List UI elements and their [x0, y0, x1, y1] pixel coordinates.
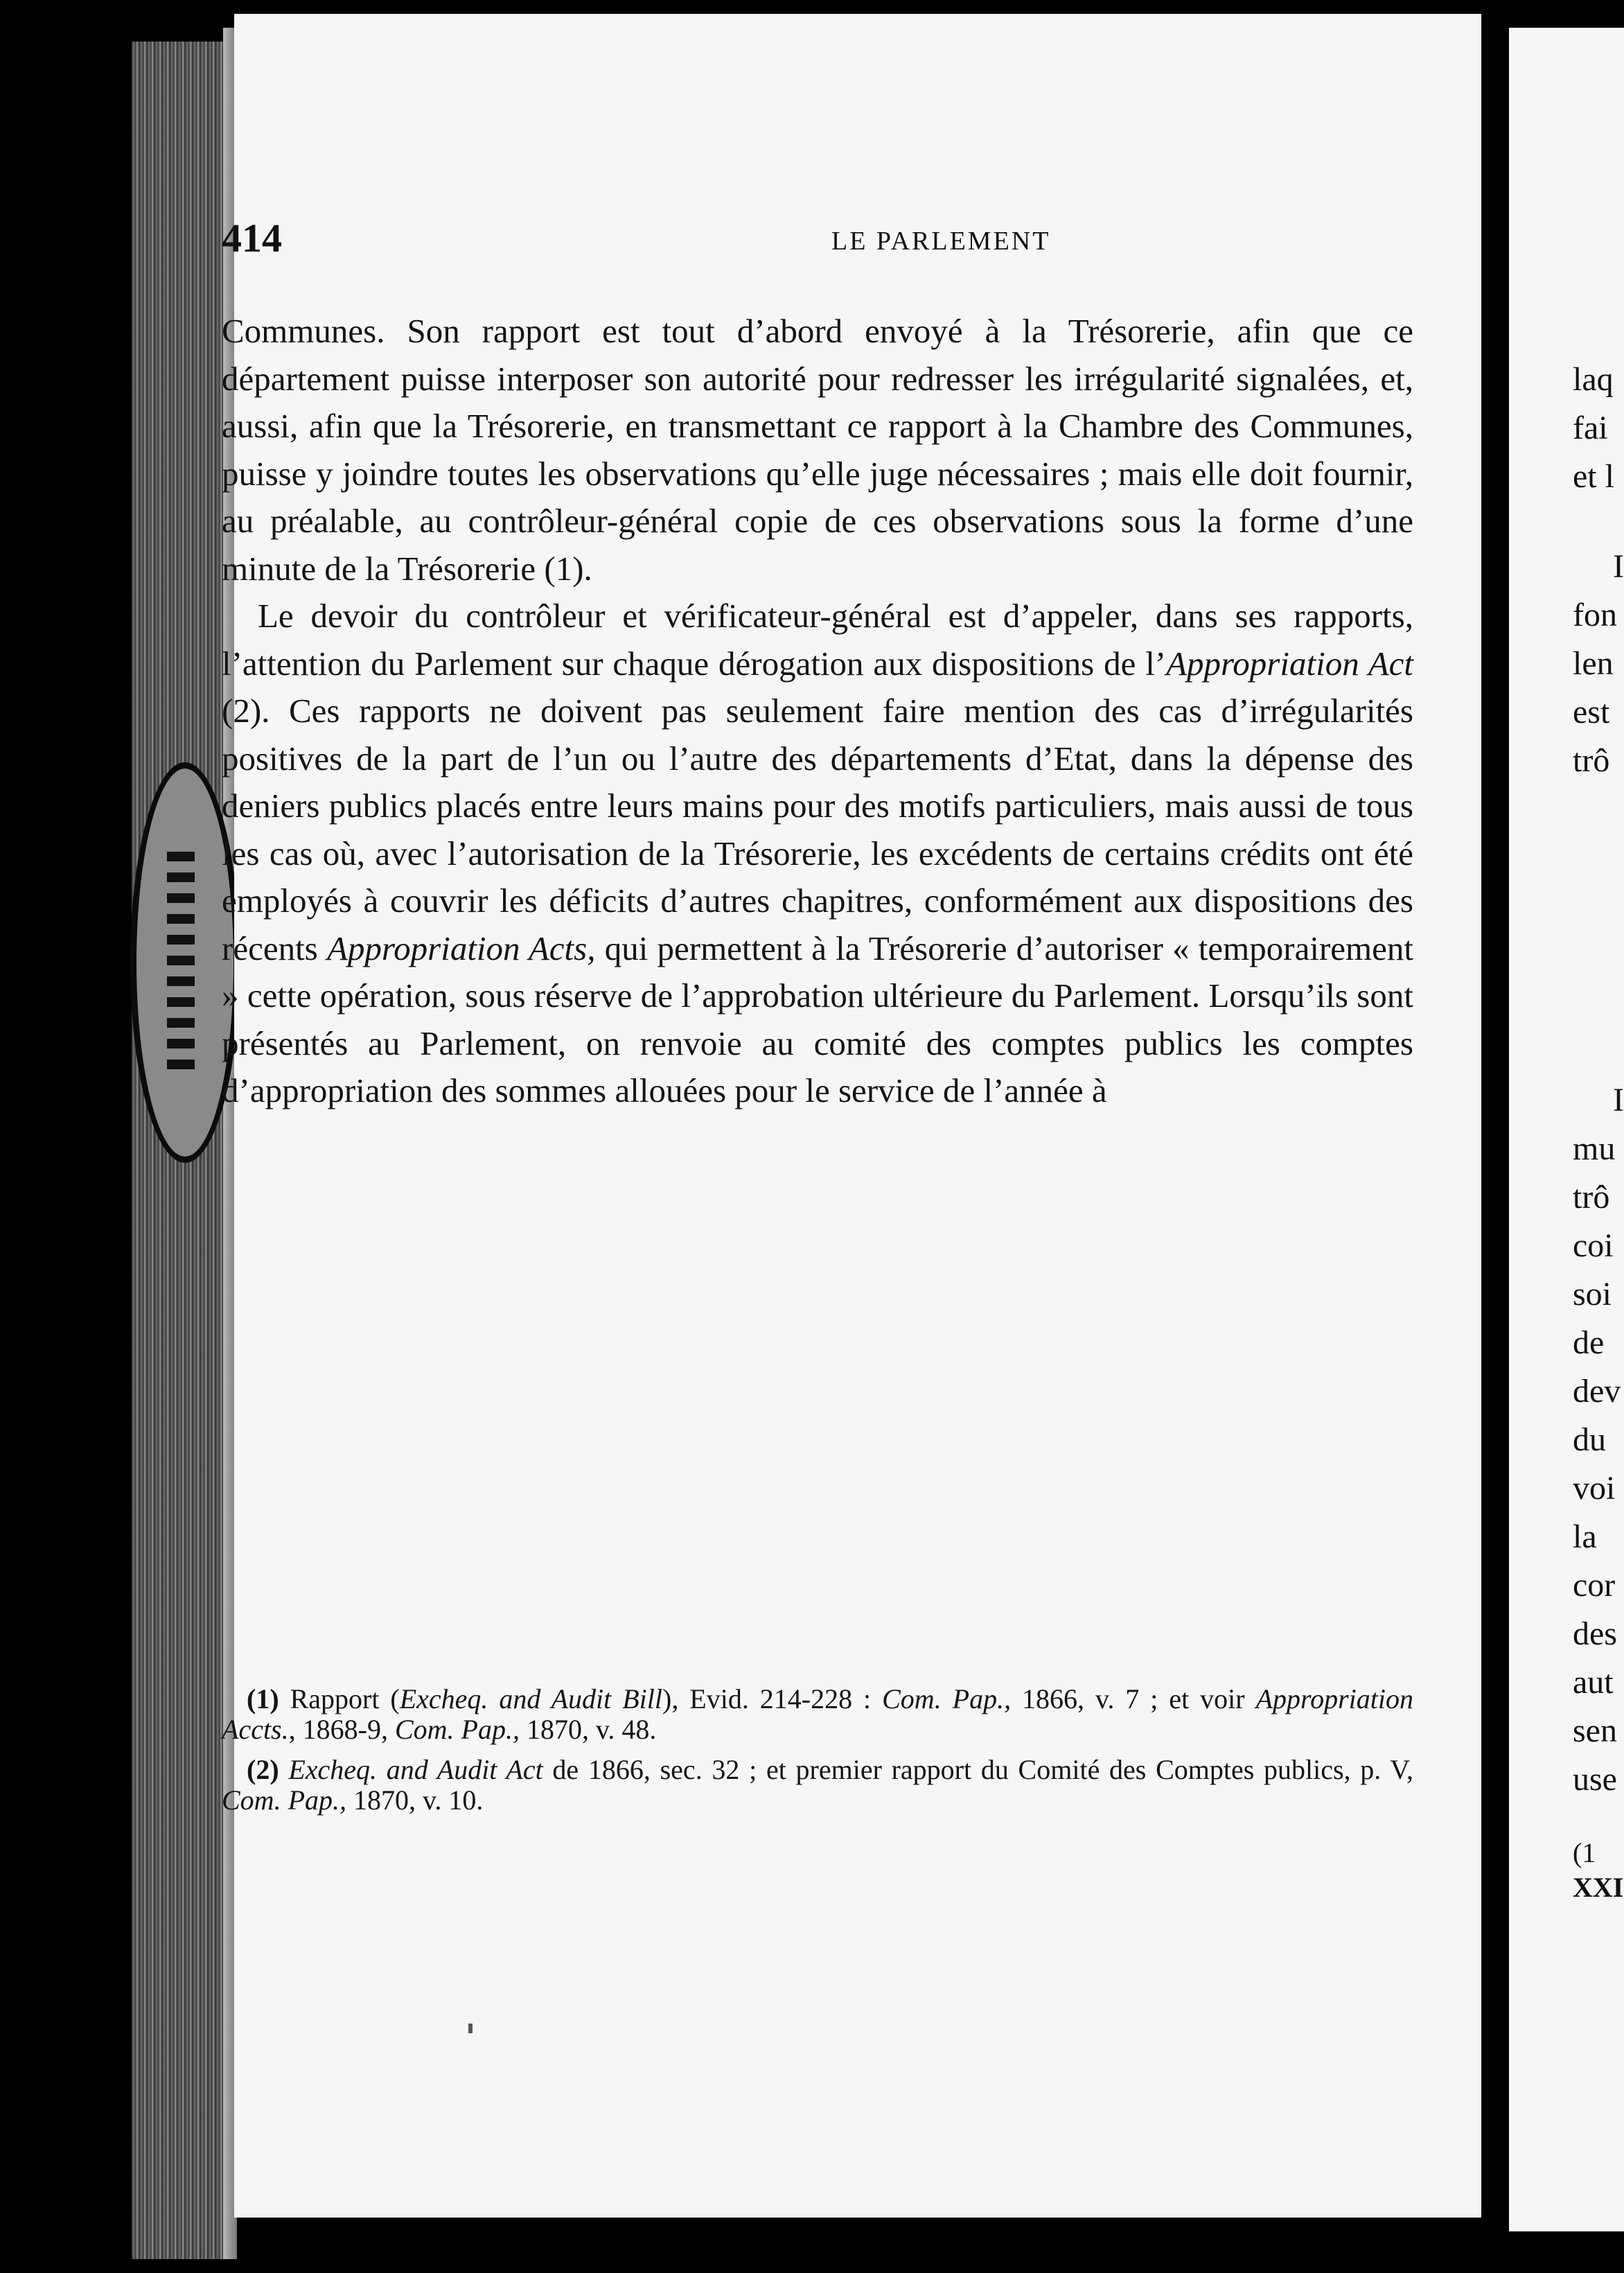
- appropriation-act-title: Appropriation Act: [1166, 644, 1413, 683]
- footnote-1-text: , 1868-9,: [288, 1714, 395, 1745]
- facing-fragment: voi: [1573, 1470, 1616, 1507]
- facing-fragment: aut: [1573, 1664, 1614, 1701]
- paragraph-2-text-c: qui permettent à la Trésorerie d’autoriser « temporairement » cette opération, sous réserve de l’approbation ultérieure du Parlement. Lorsqu’ils sont présentés au Parlement, on renvoie au comité des comptes publics les comptes d’appropriation des sommes allouées pour le service de l’année à: [222, 929, 1413, 1109]
- footnote-1-text: 1866, v. 7 ; et voir: [1011, 1683, 1256, 1714]
- appropriation-acts-title: Appropriation Acts,: [326, 929, 596, 967]
- facing-fragment: (1: [1573, 1837, 1596, 1868]
- ink-speck: [468, 2024, 473, 2033]
- footnote-1-italic: Appropriation Accts.: [222, 1683, 1413, 1745]
- facing-page: [1509, 28, 1624, 2231]
- facing-fragment: mu: [1573, 1130, 1616, 1167]
- footnote-1: [222, 1684, 1413, 1745]
- facing-fragment: laq: [1573, 361, 1614, 398]
- footnote-1-italic: Excheq. and Audit Bill: [399, 1683, 662, 1714]
- footnote-1-text: 1870, v. 48.: [519, 1714, 657, 1745]
- running-head: LE PARLEMENT: [831, 227, 1051, 256]
- paragraph-1: Communes. Son rapport est tout d’abord envoyé à la Trésorerie, afin que ce département puisse interposer son autorité pour redresser les irrégularité signalées, et, aussi, afin que la Trésorerie, en transmettant ce rapport à la Chambre des Communes, puisse y joindre toutes les observations qu’elle juge nécessaires ; mais elle doit fournir, au préalable, au contrôleur-général copie de ces observations sous la forme d’une minute de la Trésorerie (1).: [222, 312, 1413, 588]
- facing-fragment: fai: [1573, 410, 1608, 446]
- footnote-1-text: Rapport (: [279, 1683, 400, 1714]
- facing-fragment: trô: [1573, 1179, 1610, 1216]
- footnotes: [222, 1684, 1413, 1825]
- footnote-1-text: ), Evid. 214-228 :: [662, 1683, 883, 1714]
- facing-fragment: cor: [1573, 1567, 1616, 1604]
- facing-fragment: du: [1573, 1421, 1606, 1458]
- footnote-2-mark: (2): [247, 1754, 279, 1785]
- facing-fragment: trô: [1573, 742, 1610, 779]
- footnote-2-text: de 1866, sec. 32 ; et premier rapport du Comité des Comptes publics, p. V,: [542, 1754, 1413, 1785]
- facing-fragment: use: [1573, 1761, 1617, 1798]
- facing-fragment: de: [1573, 1324, 1605, 1361]
- footnote-2-text: 1870, v. 10.: [346, 1784, 484, 1816]
- footnote-2-italic: Com. Pap.,: [222, 1784, 346, 1816]
- facing-fragment: XXI: [1573, 1872, 1624, 1903]
- facing-fragment: et l: [1573, 458, 1614, 495]
- footnote-2-italic: Excheq. and Audit Act: [288, 1754, 543, 1785]
- page-header: [222, 215, 1434, 270]
- facing-fragment: est: [1573, 694, 1610, 730]
- page-number: 414: [222, 216, 282, 261]
- facing-fragment: fon: [1573, 597, 1617, 633]
- paragraph-2-text-a: Le devoir du contrôleur et vérificateur-général est d’appeler, dans ses rapports, l’attention du Parlement sur chaque dérogation aux dispositions de l’: [222, 597, 1413, 683]
- footnote-1-italic: Com. Pap.,: [882, 1683, 1012, 1714]
- facing-fragment: I: [1613, 1082, 1624, 1118]
- footnote-1-mark: (1): [247, 1683, 279, 1714]
- facing-fragment: dev: [1573, 1373, 1621, 1410]
- footnote-2: [222, 1755, 1413, 1816]
- footnote-1-italic: Com. Pap.,: [394, 1714, 520, 1745]
- facing-fragment: I: [1613, 548, 1624, 585]
- facing-fragment: sen: [1573, 1712, 1617, 1749]
- facing-fragment: la: [1573, 1518, 1597, 1555]
- paragraph-2-text-b: (2). Ces rapports ne doivent pas seulement faire mention des cas d’irrégularités positives de la part de l’un ou l’autre des départements d’Etat, dans la dépense des deniers publics placés entre leurs mains pour des motifs particuliers, mais aussi de tous les cas où, avec l’autorisation de la Trésorerie, les excédents de certains crédits ont été employés à couvrir les déficits d’autres chapitres, conformément aux dispositions des récents: [222, 692, 1413, 967]
- facing-fragment: soi: [1573, 1276, 1612, 1313]
- facing-fragment: coi: [1573, 1227, 1614, 1264]
- paragraph-2: [222, 593, 1413, 1115]
- body-text: [222, 308, 1413, 1115]
- facing-fragment: des: [1573, 1615, 1617, 1652]
- facing-fragment: len: [1573, 645, 1614, 682]
